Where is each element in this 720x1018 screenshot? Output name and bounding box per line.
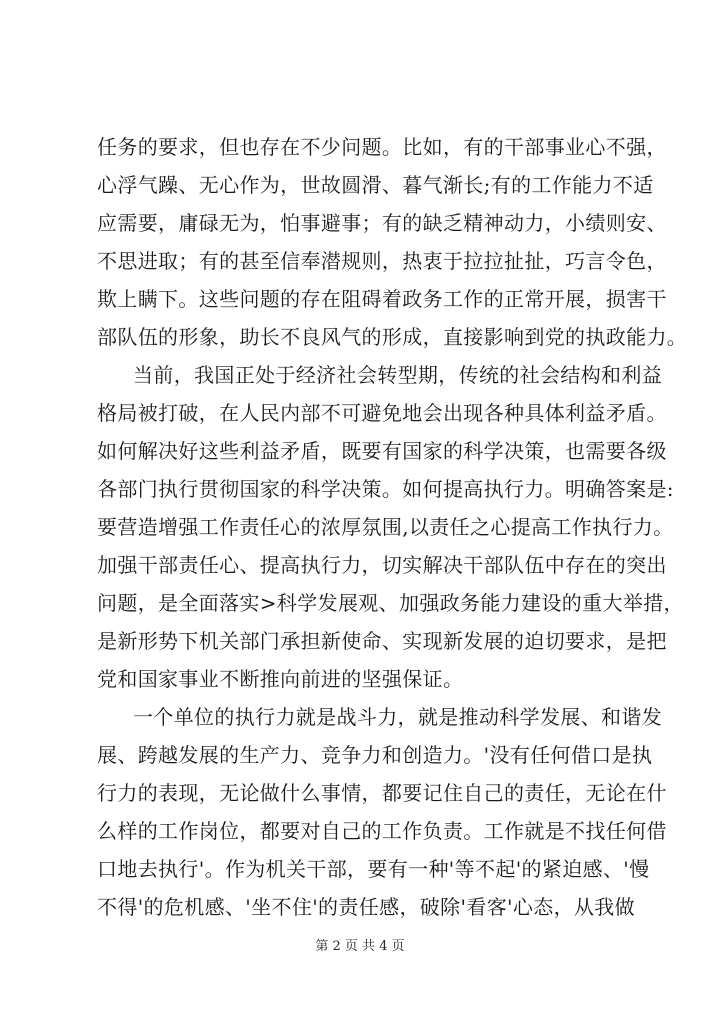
paragraph-start-line: 一个单位的执行力就是战斗力，就是推动科学发展、和谐发 <box>133 705 663 729</box>
text-line: 不思进取；有的甚至信奉潜规则，热衷于拉拉扯扯，巧言令色， <box>97 249 667 273</box>
text-line: 是新形势下机关部门承担新使命、实现新发展的迫切要求，是把 <box>97 629 667 653</box>
text-line: 不得'的危机感、'坐不住'的责任感，破除'看客'心态，从我做 <box>97 895 635 919</box>
text-line: 展、跨越发展的生产力、竞争力和创造力。'没有任何借口是执 <box>97 743 653 767</box>
text-line: 党和国家事业不断推向前进的坚强保证。 <box>97 667 464 691</box>
text-line: 行力的表现，无论做什么事情，都要记住自己的责任，无论在什 <box>97 781 667 805</box>
paragraph-start-line: 当前，我国正处于经济社会转型期，传统的社会结构和利益 <box>133 363 663 387</box>
text-line: 任务的要求，但也存在不少问题。比如，有的干部事业心不强， <box>97 135 667 159</box>
page-number-footer: 第 2 页 共 4 页 <box>315 939 405 954</box>
text-line: 应需要，庸碌无为，怕事避事；有的缺乏精神动力，小绩则安、 <box>97 211 667 235</box>
text-line: 格局被打破，在人民内部不可避免地会出现各种具体利益矛盾。 <box>97 401 667 425</box>
text-line: 要营造增强工作责任心的浓厚氛围,以责任之心提高工作执行力。 <box>97 515 674 539</box>
text-line: 加强干部责任心、提高执行力，切实解决干部队伍中存在的突出 <box>97 553 667 577</box>
document-body <box>97 128 688 926</box>
text-line: 部队伍的形象，助长不良风气的形成，直接影响到党的执政能力。 <box>97 325 688 349</box>
text-line: 如何解决好这些利益矛盾，既要有国家的科学决策，也需要各级 <box>97 439 667 463</box>
text-line: 么样的工作岗位，都要对自己的工作负责。工作就是不找任何借 <box>97 819 667 843</box>
text-line: 各部门执行贯彻国家的科学决策。如何提高执行力。明确答案是: <box>97 477 674 501</box>
text-line: 口地去执行'。作为机关干部，要有一种'等不起'的紧迫感、'慢 <box>97 857 650 881</box>
text-line: 问题，是全面落实>科学发展观、加强政务能力建设的重大举措， <box>97 591 684 615</box>
text-line: 欺上瞒下。这些问题的存在阻碍着政务工作的正常开展，损害干 <box>97 287 667 311</box>
text-line: 心浮气躁、无心作为，世故圆滑、暮气渐长;有的工作能力不适 <box>97 173 654 197</box>
